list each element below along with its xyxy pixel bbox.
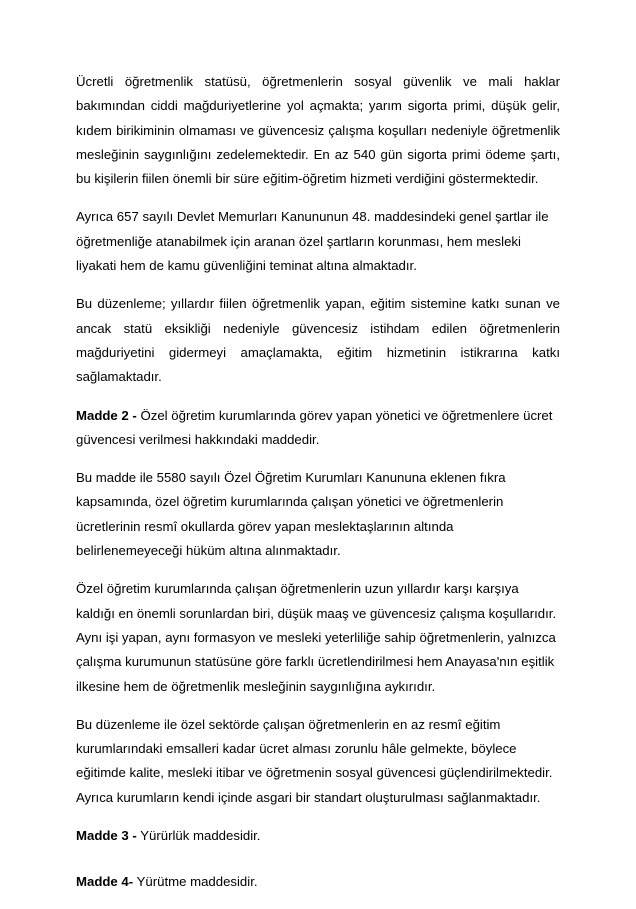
paragraph-ucretli-ogretmenlik: Ücretli öğretmenlik statüsü, öğretmenlerin sosyal güvenlik ve mali haklar bakımından ciddi mağduriyetlerine yol açmakta; yarım sigorta primi, düşük gelir, kıdem birikiminin olmaması ve güvencesiz çalışma koşulları nedeniyle öğretmenlik mesleğinin saygınlığını zedelemektedir. En az 540 gün sigorta primi ödeme şartı, bu kişilerin fiilen önemli bir süre eğitim-öğretim hizmeti verdiğini göstermektedir.: [76, 74, 560, 187]
madde-4-heading: Madde 4-: [76, 874, 134, 890]
madde-3-text: Yürürlük maddesidir.: [136, 828, 261, 844]
document-page: [76, 70, 560, 909]
madde-2-heading: Madde 2 -: [76, 407, 137, 423]
paragraph-madde-4: [76, 870, 560, 894]
madde-4-text: Yürütme maddesidir.: [133, 874, 258, 890]
madde-2-text: Özel öğretim kurumlarında görev yapan yönetici ve öğretmenlere ücret güvencesi verilmesi hakkındaki maddedir.: [76, 407, 553, 447]
paragraph-ozel-ogretim-sorunlari: Özel öğretim kurumlarında çalışan öğretmenlerin uzun yıllardır karşı karşıya kaldığı en önemli sorunlardan biri, düşük maaş ve güvencesiz çalışma koşullarıdır. Aynı işi yapan, aynı formasyon ve mesleki yeterliliğe sahip öğretmenlerin, yalnızca çalışma kurumunun statüsüne göre farklı ücretlendirilmesi hem Anayasa'nın eşitlik ilkesine hem de öğretmenlik mesleğinin saygınlığına aykırıdır.: [76, 581, 557, 694]
paragraph-ozel-sektor-ucret: Bu düzenleme ile özel sektörde çalışan öğretmenlerin en az resmî eğitim kurumlarındaki emsalleri kadar ücret alması zorunlu hâle gelmekte, böylece eğitimde kalite, mesleki itibar ve öğretmenin sosyal güvencesi güçlendirilmektedir. Ayrıca kurumların kendi içinde asgari bir standart oluşturulması sağlanmaktadır.: [76, 716, 553, 805]
paragraph-5580-sayili-kanun: Bu madde ile 5580 sayılı Özel Öğretim Kurumları Kanununa eklenen fıkra kapsamında, özel öğretim kurumlarında çalışan yönetici ve öğretmenlerin ücretlerinin resmî okullarda görev yapan meslektaşlarının altında belirlenemeyeceği hüküm altına alınmaktadır.: [76, 470, 506, 559]
paragraph-657-sayili-kanun: Ayrıca 657 sayılı Devlet Memurları Kanununun 48. maddesindeki genel şartlar ile öğretmenliğe atanabilmek için aranan özel şartların korunması, hem mesleki liyakati hem de kamu güvenliğini teminat altına almaktadır.: [76, 209, 549, 274]
paragraph-madde-3: [76, 824, 560, 848]
madde-3-heading: Madde 3 -: [76, 828, 137, 844]
paragraph-duzenleme-amaci: Bu düzenleme; yıllardır fiilen öğretmenlik yapan, eğitim sistemine katkı sunan ve ancak statü eksikliği nedeniyle güvencesiz istihdam edilen öğretmenlerin mağduriyetini gidermeyi amaçlamakta, eğitim hizmetinin istikrarına katkı sağlamaktadır.: [76, 296, 560, 385]
paragraph-madde-2: [76, 404, 560, 453]
